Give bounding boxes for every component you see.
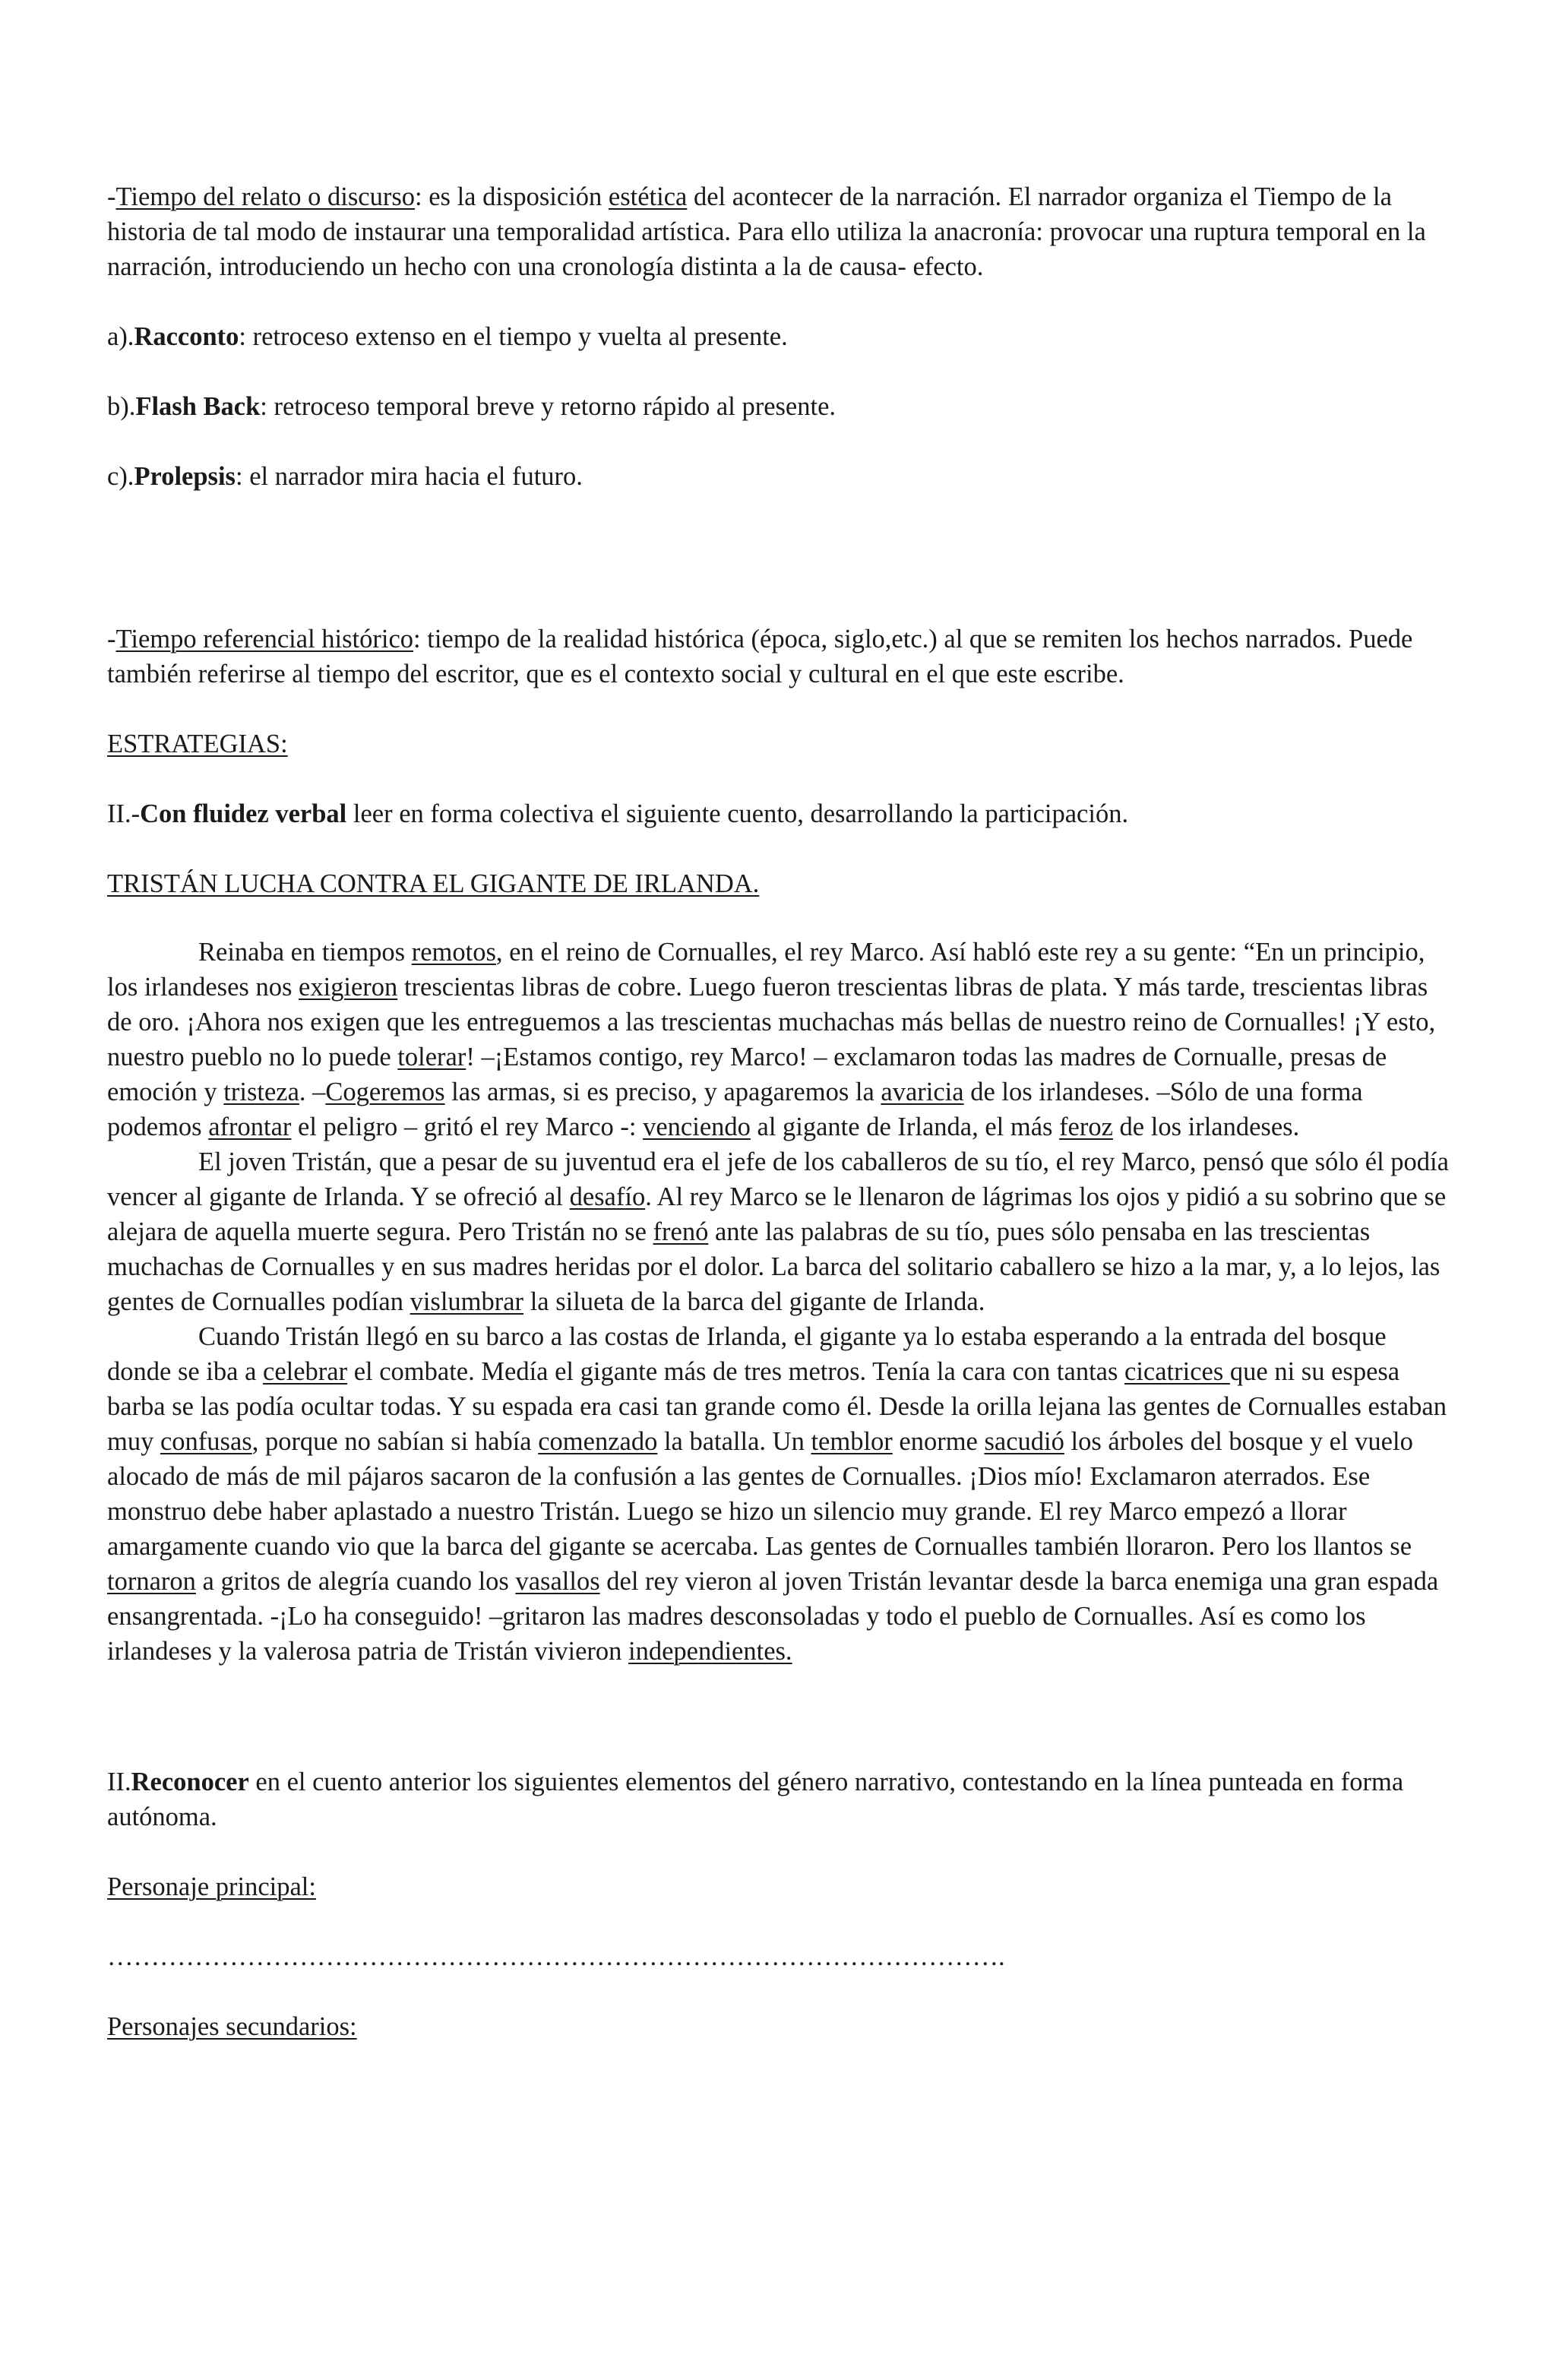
vocab-word: tolerar	[397, 1043, 466, 1071]
vocab-word: tornaron	[107, 1567, 196, 1596]
vocab-word: celebrar	[263, 1357, 348, 1386]
vocab-word: tristeza	[223, 1078, 299, 1106]
term-prolepsis: Prolepsis	[134, 462, 236, 491]
term-racconto: Racconto	[134, 322, 239, 351]
vocab-word: temblor	[811, 1427, 893, 1456]
story-title: TRISTÁN LUCHA CONTRA EL GIGANTE DE IRLANDA.	[107, 869, 760, 898]
story-paragraph-3: Cuando Tristán llegó en su barco a las costas de Irlanda, el gigante ya lo estaba esperando a la entrada del bosque donde se iba a celebrar el combate. Medía el gigante más de tres metros. Tenía la cara con tantas cicatrices que ni su espesa barba se las podía ocultar todas. Y su espada era casi tan grande como él. Desde la orilla lejana las gentes de Cornualles estaban muy confusas, porque no sabían si había comenzado la batalla. Un temblor enorme sacudió los árboles del bosque y el vuelo alocado de más de mil pájaros sacaron de la confusión a las gentes de Cornualles. ¡Dios mío! Exclamaron aterrados. Ese monstruo debe haber aplastado a nuestro Tristán. Luego se hizo un silencio muy grande. El rey Marco empezó a llorar amargamente cuando vio que la barca del gigante se acercaba. Las gentes de Cornualles también lloraron. Pero los llantos se tornaron a gritos de alegría cuando los vasallos del rey vieron al joven Tristán levantar desde la barca enemiga una gran espada ensangrentada. -¡Lo ha conseguido! –gritaron las madres desconsoladas y todo el pueblo de Cornualles. Así es como los irlandeses y la valerosa patria de Tristán vivieron independientes.	[107, 1322, 1447, 1666]
vocab-word: confusas	[160, 1427, 252, 1456]
vocab-word: remotos	[411, 938, 496, 967]
label-personajes-secundarios: Personajes secundarios:	[107, 2012, 357, 2041]
document-page	[107, 179, 1452, 2044]
label-personaje-principal: Personaje principal:	[107, 1872, 316, 1901]
instruction-fluidez: II.-Con fluidez verbal leer en forma colectiva el siguiente cuento, desarrollando la participación.	[107, 799, 1129, 828]
vocab-word: desafío	[569, 1182, 646, 1211]
vocab-word: feroz	[1059, 1112, 1113, 1141]
paragraph-tiempo-historico: -Tiempo referencial histórico: tiempo de la realidad histórica (época, siglo,etc.) al que se remiten los hechos narrados. Puede también referirse al tiempo del escritor, que es el contexto social y cultural en el que este escribe.	[107, 625, 1413, 688]
underlined-word: estética	[608, 182, 688, 211]
vocab-word: frenó	[653, 1217, 709, 1246]
list-item-flash-back: b).Flash Back: retroceso temporal breve y retorno rápido al presente.	[107, 392, 837, 421]
story-paragraph-2: El joven Tristán, que a pesar de su juventud era el jefe de los caballeros de su tío, el rey Marco, pensó que sólo él podía vencer al gigante de Irlanda. Y se ofreció al desafío. Al rey Marco se le llenaron de lágrimas los ojos y pidió a su sobrino que se alejara de aquella muerte segura. Pero Tristán no se frenó ante las palabras de su tío, pues sólo pensaba en las trescientas muchachas de Cornualles y en sus madres heridas por el dolor. La barca del solitario caballero se hizo a la mar, y, a lo lejos, las gentes de Cornualles podían vislumbrar la silueta de la barca del gigante de Irlanda.	[107, 1147, 1449, 1316]
term-flash-back: Flash Back	[135, 392, 261, 421]
vocab-word: independientes.	[628, 1637, 792, 1666]
paragraph-tiempo-relato: -Tiempo del relato o discurso: es la disposición estética del acontecer de la narración. El narrador organiza el Tiempo de la historia de tal modo de instaurar una temporalidad artística. Para ello utiliza la anacronía: provocar una ruptura temporal en la narración, introduciendo un hecho con una cronología distinta a la de causa- efecto.	[107, 182, 1426, 281]
vocab-word: sacudió	[984, 1427, 1064, 1456]
term-tiempo-relato: Tiempo del relato o discurso	[115, 182, 416, 211]
vocab-word: vislumbrar	[410, 1287, 524, 1316]
vocab-word: comenzado	[538, 1427, 658, 1456]
story-paragraph-1: Reinaba en tiempos remotos, en el reino de Cornualles, el rey Marco. Así habló este rey a su gente: “En un principio, los irlandeses nos exigieron trescientas libras de cobre. Luego fueron trescientas libras de plata. Y más tarde, trescientas libras de oro. ¡Ahora nos exigen que les entreguemos a las trescientas muchachas más bellas de nuestro reino de Cornualles! ¡Y esto, nuestro pueblo no lo puede tolerar! –¡Estamos contigo, rey Marco! – exclamaron todas las madres de Cornualle, presas de emoción y tristeza. –Cogeremos las armas, si es preciso, y apagaremos la avaricia de los irlandeses. –Sólo de una forma podemos afrontar el peligro – gritó el rey Marco -: venciendo al gigante de Irlanda, el más feroz de los irlandeses.	[107, 938, 1436, 1141]
heading-estrategias: ESTRATEGIAS:	[107, 730, 288, 758]
vocab-word: cicatrices	[1124, 1357, 1230, 1386]
list-item-racconto: a).Racconto: retroceso extenso en el tiempo y vuelta al presente.	[107, 322, 788, 351]
vocab-word: vasallos	[515, 1567, 600, 1596]
answer-line-personaje-principal[interactable]: ………………………………………………………………………………………….	[107, 1942, 1005, 1971]
vocab-word: Cogeremos	[325, 1078, 445, 1106]
vocab-word: afrontar	[208, 1112, 292, 1141]
term-tiempo-historico: Tiempo referencial histórico	[115, 625, 414, 654]
instruction-reconocer: II.Reconocer en el cuento anterior los siguientes elementos del género narrativo, contestando en la línea punteada en forma autónoma.	[107, 1768, 1404, 1831]
vocab-word: exigieron	[299, 973, 398, 1002]
vocab-word: avaricia	[881, 1078, 964, 1106]
vocab-word: venciendo	[643, 1112, 751, 1141]
list-item-prolepsis: c).Prolepsis: el narrador mira hacia el futuro.	[107, 462, 583, 491]
